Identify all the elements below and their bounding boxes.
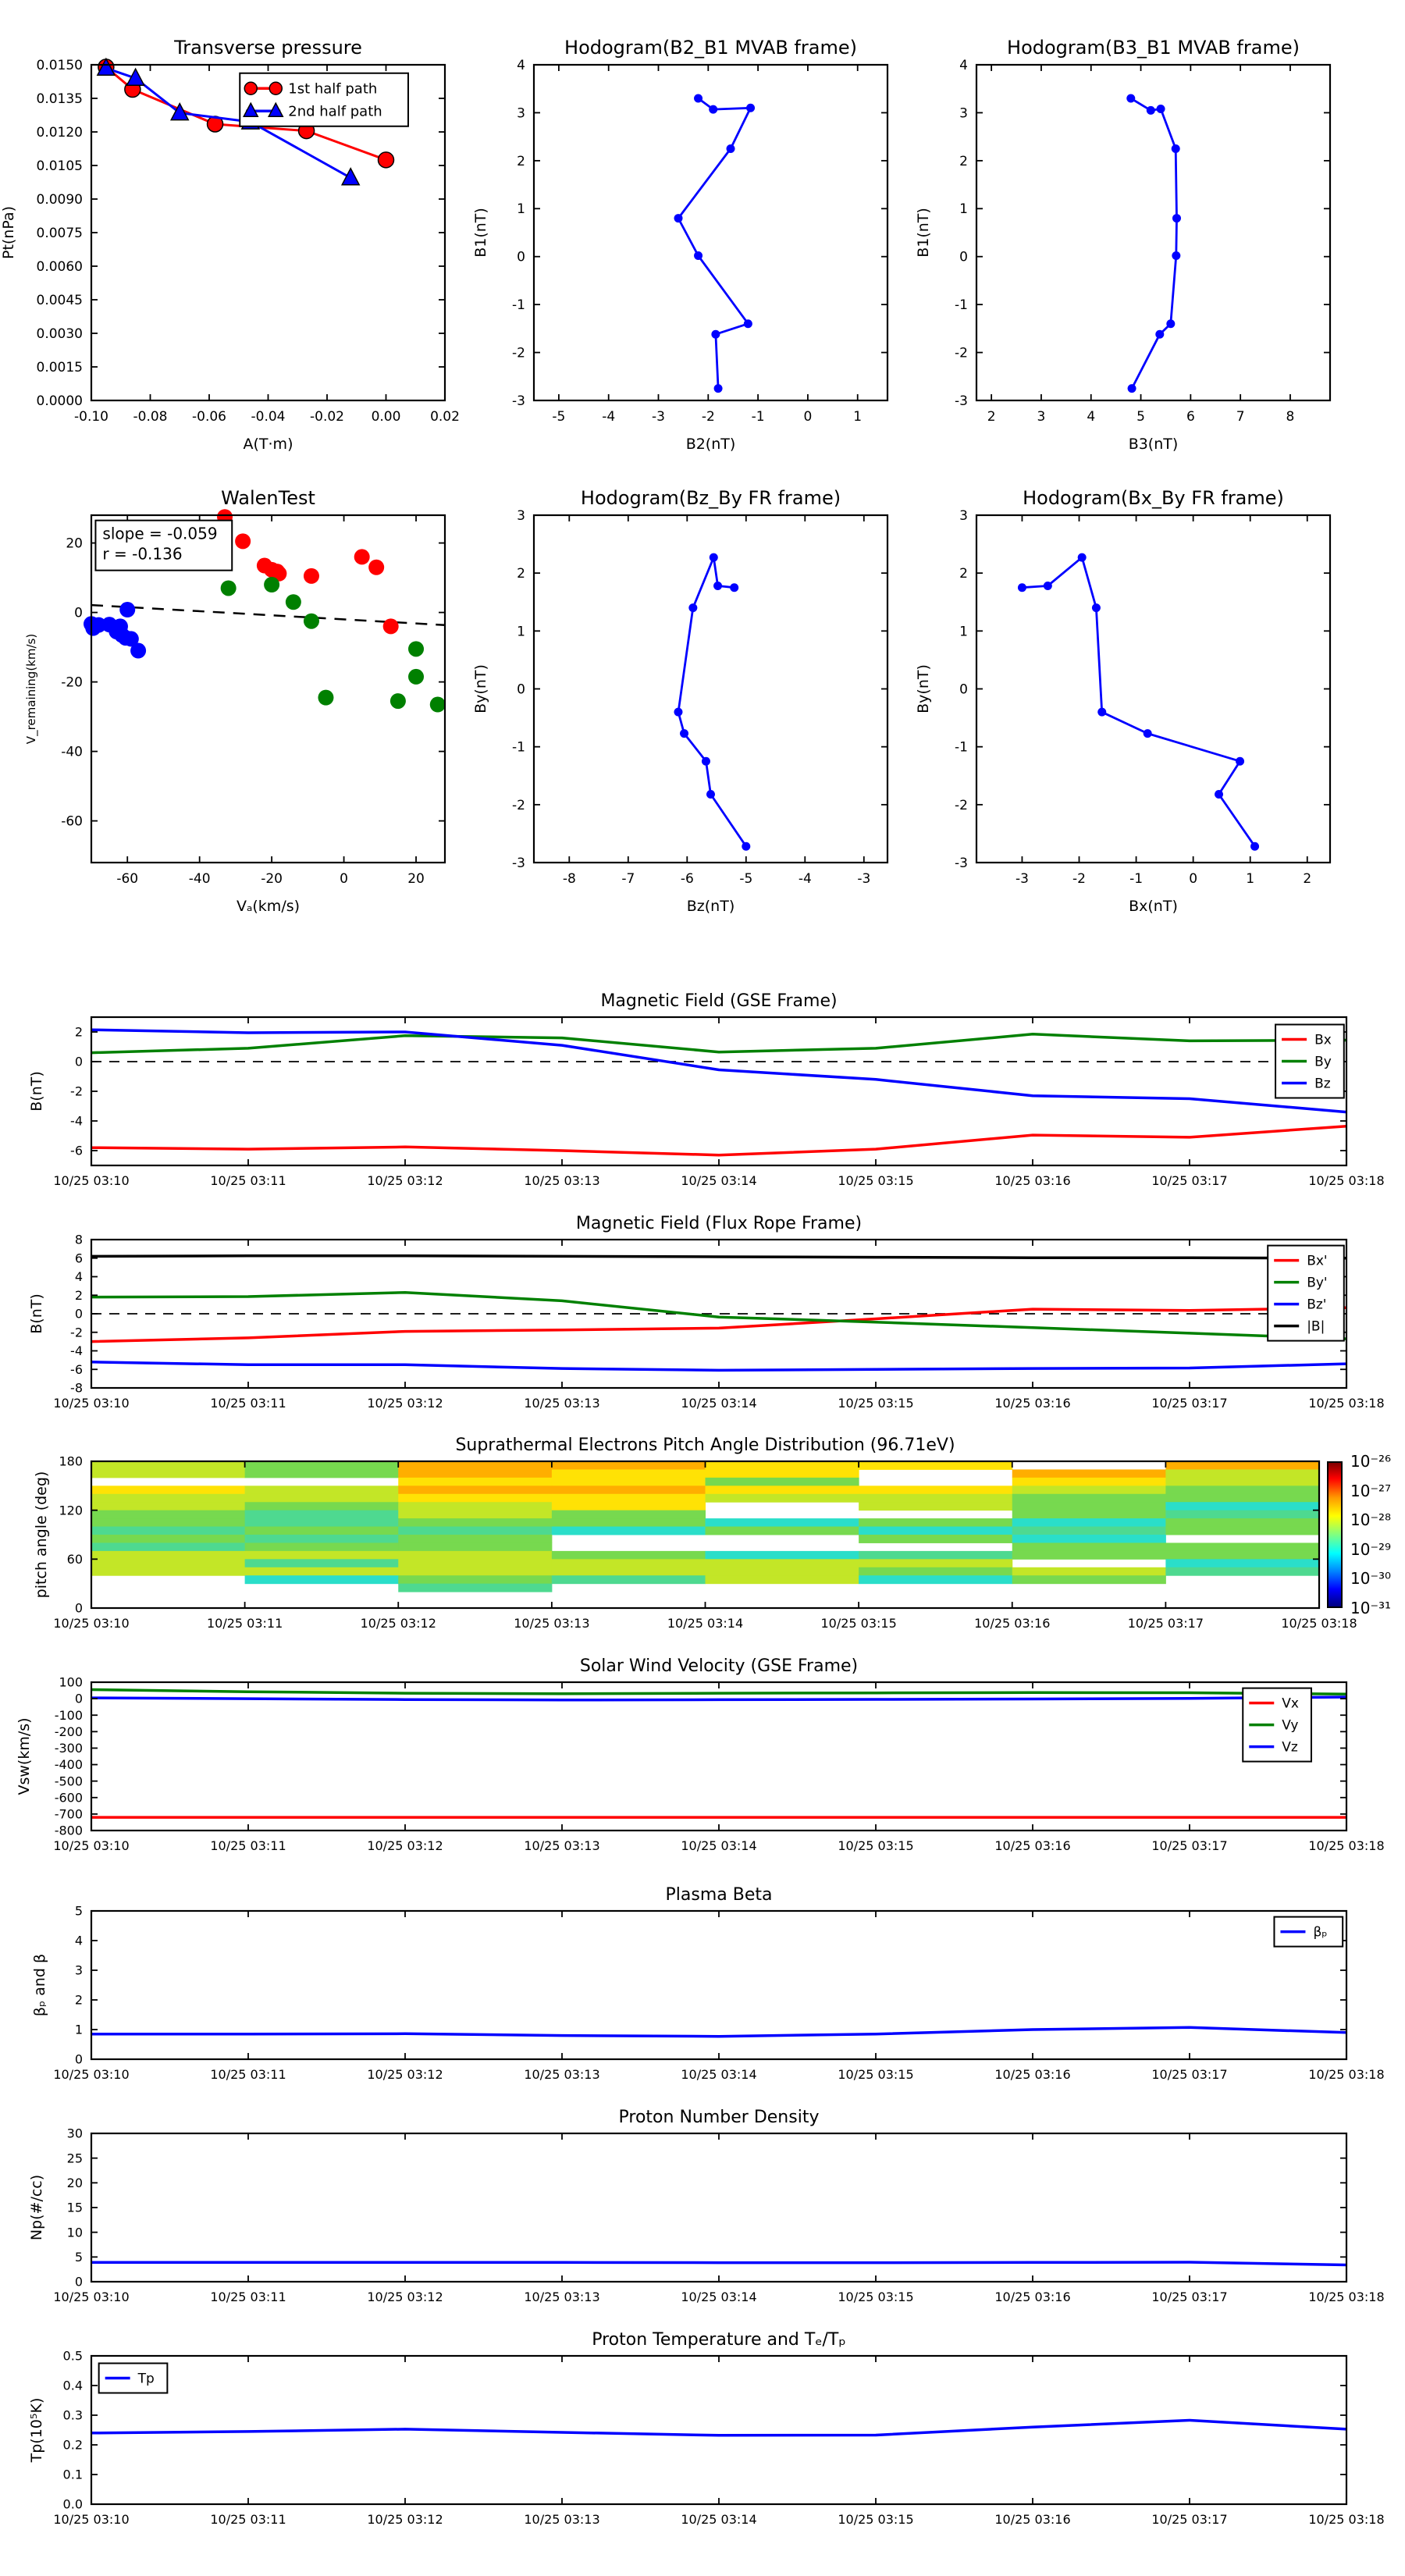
svg-text:0: 0 bbox=[74, 1054, 83, 1069]
svg-text:0.02: 0.02 bbox=[430, 409, 460, 425]
svg-text:-4: -4 bbox=[798, 871, 812, 887]
svg-text:4: 4 bbox=[959, 57, 968, 73]
svg-text:Vsw(km/s): Vsw(km/s) bbox=[16, 1717, 33, 1795]
svg-text:-6: -6 bbox=[70, 1143, 83, 1158]
svg-text:-5: -5 bbox=[552, 409, 566, 425]
panel-plasma-beta bbox=[31, 1885, 1385, 2082]
svg-text:Bx: Bx bbox=[1314, 1032, 1332, 1048]
svg-text:15: 15 bbox=[66, 2200, 83, 2215]
svg-text:B1(nT): B1(nT) bbox=[915, 208, 932, 258]
colorbar-tick-label: 10⁻³¹ bbox=[1350, 1599, 1392, 1617]
svg-text:10/25 03:16: 10/25 03:16 bbox=[994, 1173, 1071, 1188]
svg-text:10/25 03:15: 10/25 03:15 bbox=[838, 2512, 914, 2527]
svg-text:6: 6 bbox=[1186, 409, 1195, 425]
svg-text:A(T·m): A(T·m) bbox=[243, 436, 293, 453]
svg-text:1: 1 bbox=[74, 2022, 83, 2037]
svg-text:4: 4 bbox=[74, 1933, 83, 1948]
svg-text:10/25 03:15: 10/25 03:15 bbox=[838, 1838, 914, 1853]
svg-text:10/25 03:13: 10/25 03:13 bbox=[524, 1173, 600, 1188]
svg-text:10/25 03:10: 10/25 03:10 bbox=[53, 2067, 130, 2082]
svg-text:10/25 03:13: 10/25 03:13 bbox=[524, 1396, 600, 1411]
svg-text:-0.06: -0.06 bbox=[192, 409, 226, 425]
svg-text:B3(nT): B3(nT) bbox=[1128, 436, 1179, 453]
svg-text:-1: -1 bbox=[955, 739, 968, 756]
svg-text:Bx': Bx' bbox=[1307, 1253, 1328, 1269]
svg-text:0: 0 bbox=[803, 409, 813, 425]
svg-text:10/25 03:16: 10/25 03:16 bbox=[994, 1396, 1071, 1411]
svg-text:10/25 03:10: 10/25 03:10 bbox=[53, 2290, 130, 2304]
svg-text:βₚ and β: βₚ and β bbox=[31, 1953, 48, 2017]
svg-text:10/25 03:17: 10/25 03:17 bbox=[1151, 1173, 1228, 1188]
svg-text:-60: -60 bbox=[61, 813, 83, 830]
svg-text:10/25 03:16: 10/25 03:16 bbox=[974, 1616, 1051, 1631]
svg-text:-600: -600 bbox=[54, 1790, 83, 1806]
svg-text:-2: -2 bbox=[955, 345, 968, 361]
svg-text:-3: -3 bbox=[955, 855, 968, 871]
svg-text:10/25 03:16: 10/25 03:16 bbox=[994, 2512, 1071, 2527]
svg-text:0.0060: 0.0060 bbox=[36, 258, 83, 275]
svg-text:0: 0 bbox=[1189, 871, 1198, 887]
colorbar-tick-label: 10⁻²⁷ bbox=[1350, 1481, 1392, 1500]
svg-text:5: 5 bbox=[74, 1903, 83, 1919]
svg-text:180: 180 bbox=[59, 1453, 83, 1469]
svg-text:By: By bbox=[1314, 1054, 1332, 1070]
svg-text:Pt(nPa): Pt(nPa) bbox=[0, 205, 17, 260]
svg-text:25: 25 bbox=[66, 2151, 83, 2166]
svg-text:Proton Number Density: Proton Number Density bbox=[618, 2108, 820, 2127]
svg-text:10/25 03:18: 10/25 03:18 bbox=[1281, 1616, 1357, 1631]
svg-text:10/25 03:18: 10/25 03:18 bbox=[1308, 2290, 1385, 2304]
svg-text:10/25 03:17: 10/25 03:17 bbox=[1151, 1396, 1228, 1411]
svg-text:2: 2 bbox=[959, 566, 968, 582]
svg-text:10/25 03:15: 10/25 03:15 bbox=[838, 1173, 914, 1188]
panel-hodogram-b2-b1 bbox=[472, 37, 887, 453]
svg-text:1: 1 bbox=[517, 201, 525, 218]
svg-text:2: 2 bbox=[1303, 871, 1312, 887]
svg-text:10/25 03:15: 10/25 03:15 bbox=[820, 1616, 897, 1631]
svg-text:By(nT): By(nT) bbox=[472, 664, 489, 713]
svg-text:-60: -60 bbox=[116, 871, 139, 887]
svg-text:10/25 03:14: 10/25 03:14 bbox=[681, 1838, 757, 1853]
svg-text:-200: -200 bbox=[54, 1724, 83, 1739]
svg-text:0.0: 0.0 bbox=[62, 2496, 83, 2512]
svg-text:10/25 03:14: 10/25 03:14 bbox=[681, 2512, 757, 2527]
svg-text:-6: -6 bbox=[680, 871, 694, 887]
svg-text:slope = -0.059: slope = -0.059 bbox=[102, 524, 218, 543]
svg-text:-3: -3 bbox=[652, 409, 665, 425]
svg-text:10/25 03:11: 10/25 03:11 bbox=[210, 2067, 286, 2082]
svg-text:1st half path: 1st half path bbox=[288, 80, 378, 98]
svg-text:Proton Temperature and Tₑ/Tₚ: Proton Temperature and Tₑ/Tₚ bbox=[592, 2330, 846, 2350]
colorbar-gradient bbox=[1327, 1461, 1343, 1608]
svg-text:10/25 03:12: 10/25 03:12 bbox=[367, 1396, 443, 1411]
svg-text:Hodogram(B3_B1 MVAB frame): Hodogram(B3_B1 MVAB frame) bbox=[1007, 37, 1300, 59]
svg-text:10/25 03:12: 10/25 03:12 bbox=[367, 2067, 443, 2082]
svg-text:0.0120: 0.0120 bbox=[36, 124, 83, 141]
svg-text:10/25 03:15: 10/25 03:15 bbox=[838, 2067, 914, 2082]
svg-text:10/25 03:12: 10/25 03:12 bbox=[360, 1616, 436, 1631]
svg-text:0.0000: 0.0000 bbox=[36, 393, 83, 409]
svg-text:0.4: 0.4 bbox=[62, 2378, 83, 2393]
svg-text:0.0150: 0.0150 bbox=[36, 57, 83, 73]
svg-text:-2: -2 bbox=[70, 1083, 83, 1099]
svg-text:10/25 03:13: 10/25 03:13 bbox=[524, 1838, 600, 1853]
svg-text:10/25 03:11: 10/25 03:11 bbox=[210, 2290, 286, 2304]
svg-text:10/25 03:11: 10/25 03:11 bbox=[206, 1616, 283, 1631]
svg-text:0.3: 0.3 bbox=[62, 2407, 83, 2423]
panel-magnetic-field-gse bbox=[28, 991, 1385, 1188]
svg-text:0: 0 bbox=[959, 681, 968, 698]
svg-text:-8: -8 bbox=[562, 871, 576, 887]
svg-text:10/25 03:13: 10/25 03:13 bbox=[514, 1616, 590, 1631]
svg-text:-3: -3 bbox=[512, 393, 525, 409]
svg-text:60: 60 bbox=[66, 1551, 83, 1567]
colorbar-tick-label: 10⁻³⁰ bbox=[1350, 1569, 1392, 1589]
svg-text:10/25 03:15: 10/25 03:15 bbox=[838, 2290, 914, 2304]
svg-text:10/25 03:11: 10/25 03:11 bbox=[210, 1173, 286, 1188]
svg-text:-2: -2 bbox=[512, 345, 525, 361]
svg-text:5: 5 bbox=[1136, 409, 1145, 425]
svg-text:2: 2 bbox=[74, 1992, 83, 2008]
svg-text:-2: -2 bbox=[70, 1325, 83, 1340]
svg-text:3: 3 bbox=[959, 105, 968, 122]
svg-text:-20: -20 bbox=[61, 674, 83, 691]
svg-text:20: 20 bbox=[407, 871, 425, 887]
svg-text:10/25 03:13: 10/25 03:13 bbox=[524, 2290, 600, 2304]
svg-text:Magnetic Field (GSE Frame): Magnetic Field (GSE Frame) bbox=[600, 991, 838, 1011]
svg-text:-40: -40 bbox=[61, 744, 83, 760]
svg-text:-1: -1 bbox=[1129, 871, 1144, 887]
svg-text:10/25 03:17: 10/25 03:17 bbox=[1151, 2290, 1228, 2304]
svg-text:10/25 03:15: 10/25 03:15 bbox=[838, 1396, 914, 1411]
svg-text:0: 0 bbox=[74, 1691, 83, 1706]
svg-text:10/25 03:10: 10/25 03:10 bbox=[53, 1173, 130, 1188]
svg-text:Vy: Vy bbox=[1282, 1717, 1299, 1734]
svg-text:7: 7 bbox=[1236, 409, 1245, 425]
svg-text:-0.02: -0.02 bbox=[310, 409, 344, 425]
svg-text:0: 0 bbox=[517, 249, 525, 265]
panel-solar-wind-velocity bbox=[16, 1656, 1385, 1853]
svg-text:Magnetic Field (Flux Rope Fram: Magnetic Field (Flux Rope Frame) bbox=[575, 1214, 863, 1233]
panel-proton-temperature bbox=[28, 2330, 1385, 2527]
colorbar-tick-label: 10⁻²⁶ bbox=[1350, 1452, 1392, 1471]
svg-text:-3: -3 bbox=[1015, 871, 1029, 887]
svg-text:10: 10 bbox=[66, 2225, 83, 2240]
svg-text:0.5: 0.5 bbox=[62, 2348, 83, 2364]
svg-text:-100: -100 bbox=[54, 1707, 83, 1723]
svg-text:0: 0 bbox=[74, 2274, 83, 2290]
svg-text:10/25 03:11: 10/25 03:11 bbox=[210, 1838, 286, 1853]
svg-text:-300: -300 bbox=[54, 1741, 83, 1756]
svg-text:10/25 03:12: 10/25 03:12 bbox=[367, 2512, 443, 2527]
svg-text:-3: -3 bbox=[955, 393, 968, 409]
svg-text:Plasma Beta: Plasma Beta bbox=[665, 1885, 773, 1905]
svg-text:0.2: 0.2 bbox=[62, 2437, 83, 2453]
svg-text:0: 0 bbox=[74, 605, 83, 621]
svg-text:0: 0 bbox=[517, 681, 525, 698]
svg-text:10/25 03:18: 10/25 03:18 bbox=[1308, 1838, 1385, 1853]
svg-text:By(nT): By(nT) bbox=[915, 664, 932, 713]
svg-text:120: 120 bbox=[59, 1503, 83, 1518]
svg-text:B1(nT): B1(nT) bbox=[472, 208, 489, 258]
svg-text:10/25 03:12: 10/25 03:12 bbox=[367, 2290, 443, 2304]
svg-text:-0.04: -0.04 bbox=[251, 409, 286, 425]
svg-text:-5: -5 bbox=[739, 871, 753, 887]
svg-text:10/25 03:14: 10/25 03:14 bbox=[681, 1396, 757, 1411]
svg-text:0: 0 bbox=[74, 1600, 83, 1616]
svg-text:0: 0 bbox=[340, 871, 348, 887]
svg-text:-4: -4 bbox=[602, 409, 616, 425]
svg-text:1: 1 bbox=[1246, 871, 1255, 887]
svg-text:-700: -700 bbox=[54, 1806, 83, 1822]
svg-text:Vₐ(km/s): Vₐ(km/s) bbox=[236, 898, 301, 915]
svg-text:Tp: Tp bbox=[137, 2371, 155, 2387]
svg-text:Hodogram(Bz_By FR frame): Hodogram(Bz_By FR frame) bbox=[580, 487, 841, 509]
svg-text:Tp(10⁵K): Tp(10⁵K) bbox=[28, 2397, 45, 2463]
svg-text:B2(nT): B2(nT) bbox=[685, 436, 736, 453]
svg-text:-40: -40 bbox=[188, 871, 211, 887]
svg-text:2nd half path: 2nd half path bbox=[288, 103, 382, 120]
svg-text:0.0045: 0.0045 bbox=[36, 292, 83, 308]
svg-text:10/25 03:12: 10/25 03:12 bbox=[367, 1173, 443, 1188]
svg-text:10/25 03:17: 10/25 03:17 bbox=[1151, 1838, 1228, 1853]
svg-text:10/25 03:17: 10/25 03:17 bbox=[1151, 2512, 1228, 2527]
panel-transverse-pressure bbox=[0, 37, 460, 453]
svg-text:0.0015: 0.0015 bbox=[36, 359, 83, 375]
svg-text:20: 20 bbox=[66, 2175, 83, 2190]
svg-text:10/25 03:13: 10/25 03:13 bbox=[524, 2512, 600, 2527]
svg-text:0.0105: 0.0105 bbox=[36, 158, 83, 174]
svg-text:Bx(nT): Bx(nT) bbox=[1129, 898, 1178, 915]
svg-text:10/25 03:12: 10/25 03:12 bbox=[367, 1838, 443, 1853]
svg-text:Hodogram(Bx_By FR frame): Hodogram(Bx_By FR frame) bbox=[1023, 487, 1284, 509]
svg-text:0.0075: 0.0075 bbox=[36, 225, 83, 241]
svg-text:2: 2 bbox=[74, 1024, 83, 1040]
svg-text:10/25 03:10: 10/25 03:10 bbox=[53, 2512, 130, 2527]
svg-text:10/25 03:10: 10/25 03:10 bbox=[53, 1838, 130, 1853]
svg-text:B(nT): B(nT) bbox=[28, 1071, 45, 1112]
svg-text:10/25 03:18: 10/25 03:18 bbox=[1308, 2067, 1385, 2082]
svg-text:Hodogram(B2_B1 MVAB frame): Hodogram(B2_B1 MVAB frame) bbox=[564, 37, 857, 59]
svg-text:10/25 03:17: 10/25 03:17 bbox=[1127, 1616, 1204, 1631]
svg-text:2: 2 bbox=[987, 409, 996, 425]
svg-text:0: 0 bbox=[74, 2051, 83, 2067]
svg-text:1: 1 bbox=[853, 409, 863, 425]
svg-text:2: 2 bbox=[959, 153, 968, 169]
panel-walen-test bbox=[24, 487, 445, 915]
svg-text:Transverse pressure: Transverse pressure bbox=[174, 37, 362, 59]
svg-text:-2: -2 bbox=[512, 797, 525, 813]
svg-text:Solar Wind Velocity (GSE Frame: Solar Wind Velocity (GSE Frame) bbox=[579, 1656, 859, 1676]
svg-text:-1: -1 bbox=[512, 297, 525, 314]
svg-text:-1: -1 bbox=[955, 297, 968, 314]
svg-text:8: 8 bbox=[1286, 409, 1295, 425]
svg-text:-6: -6 bbox=[70, 1361, 83, 1377]
svg-text:3: 3 bbox=[74, 1962, 83, 1978]
svg-text:-1: -1 bbox=[751, 409, 765, 425]
svg-text:2: 2 bbox=[74, 1287, 83, 1303]
svg-text:10/25 03:18: 10/25 03:18 bbox=[1308, 2512, 1385, 2527]
svg-text:0.1: 0.1 bbox=[62, 2467, 83, 2482]
svg-text:By': By' bbox=[1307, 1275, 1328, 1291]
svg-text:V_remaining(km/s): V_remaining(km/s) bbox=[24, 633, 38, 745]
svg-text:-800: -800 bbox=[54, 1823, 83, 1838]
svg-text:10/25 03:18: 10/25 03:18 bbox=[1308, 1396, 1385, 1411]
svg-text:2: 2 bbox=[517, 566, 525, 582]
svg-text:-2: -2 bbox=[1072, 871, 1086, 887]
svg-text:1: 1 bbox=[959, 201, 968, 218]
svg-text:pitch angle (deg): pitch angle (deg) bbox=[33, 1471, 50, 1599]
svg-text:-3: -3 bbox=[512, 855, 525, 871]
svg-text:8: 8 bbox=[74, 1232, 83, 1247]
svg-text:1: 1 bbox=[517, 624, 525, 640]
svg-text:10/25 03:14: 10/25 03:14 bbox=[681, 2290, 757, 2304]
svg-text:10/25 03:16: 10/25 03:16 bbox=[994, 2290, 1071, 2304]
svg-text:Bz': Bz' bbox=[1307, 1297, 1327, 1313]
svg-text:WalenTest: WalenTest bbox=[221, 487, 315, 509]
svg-text:βₚ: βₚ bbox=[1313, 1924, 1328, 1941]
svg-text:3: 3 bbox=[959, 507, 968, 524]
panel-hodogram-b3-b1 bbox=[915, 37, 1330, 453]
svg-text:3: 3 bbox=[517, 507, 525, 524]
svg-text:-500: -500 bbox=[54, 1774, 83, 1789]
svg-text:-0.08: -0.08 bbox=[133, 409, 168, 425]
svg-text:10/25 03:14: 10/25 03:14 bbox=[681, 1173, 757, 1188]
panel-hodogram-bz-by bbox=[472, 487, 887, 915]
svg-text:Vz: Vz bbox=[1282, 1739, 1298, 1756]
svg-text:-4: -4 bbox=[70, 1113, 83, 1129]
svg-text:10/25 03:14: 10/25 03:14 bbox=[667, 1616, 744, 1631]
panel-pitch-angle-distribution bbox=[33, 1436, 1357, 1631]
svg-text:-0.10: -0.10 bbox=[74, 409, 108, 425]
svg-text:-3: -3 bbox=[857, 871, 871, 887]
svg-text:Suprathermal Electrons Pitch A: Suprathermal Electrons Pitch Angle Distribution (96.71eV) bbox=[455, 1436, 955, 1455]
svg-text:10/25 03:10: 10/25 03:10 bbox=[53, 1616, 130, 1631]
svg-text:4: 4 bbox=[1087, 409, 1096, 425]
svg-text:0.0135: 0.0135 bbox=[36, 91, 83, 107]
svg-text:1: 1 bbox=[959, 624, 968, 640]
svg-text:Vx: Vx bbox=[1282, 1695, 1299, 1712]
svg-text:10/25 03:16: 10/25 03:16 bbox=[994, 1838, 1071, 1853]
svg-text:|B|: |B| bbox=[1307, 1318, 1325, 1335]
svg-text:4: 4 bbox=[517, 57, 525, 73]
svg-text:4: 4 bbox=[74, 1269, 83, 1285]
colorbar-tick-label: 10⁻²⁹ bbox=[1350, 1539, 1392, 1559]
svg-text:-4: -4 bbox=[70, 1343, 83, 1359]
colorbar bbox=[1327, 1452, 1392, 1617]
svg-text:100: 100 bbox=[59, 1674, 83, 1690]
svg-text:-8: -8 bbox=[70, 1380, 83, 1396]
svg-text:6: 6 bbox=[74, 1251, 83, 1266]
svg-text:10/25 03:11: 10/25 03:11 bbox=[210, 2512, 286, 2527]
svg-text:Bz(nT): Bz(nT) bbox=[686, 898, 735, 915]
svg-text:2: 2 bbox=[517, 153, 525, 169]
svg-text:10/25 03:14: 10/25 03:14 bbox=[681, 2067, 757, 2082]
svg-text:0.00: 0.00 bbox=[371, 409, 401, 425]
svg-text:-2: -2 bbox=[955, 797, 968, 813]
svg-text:0.0090: 0.0090 bbox=[36, 191, 83, 208]
svg-text:10/25 03:10: 10/25 03:10 bbox=[53, 1396, 130, 1411]
panel-magnetic-field-flux-rope bbox=[28, 1214, 1385, 1411]
svg-text:0: 0 bbox=[959, 249, 968, 265]
svg-text:10/25 03:16: 10/25 03:16 bbox=[994, 2067, 1071, 2082]
svg-text:10/25 03:17: 10/25 03:17 bbox=[1151, 2067, 1228, 2082]
panel-hodogram-bx-by bbox=[915, 487, 1330, 915]
panel-proton-number-density bbox=[28, 2108, 1385, 2304]
svg-text:-7: -7 bbox=[621, 871, 635, 887]
svg-text:Np(#/cc): Np(#/cc) bbox=[28, 2174, 45, 2241]
svg-text:-1: -1 bbox=[512, 739, 525, 756]
svg-text:10/25 03:11: 10/25 03:11 bbox=[210, 1396, 286, 1411]
svg-text:10/25 03:18: 10/25 03:18 bbox=[1308, 1173, 1385, 1188]
svg-text:0.0030: 0.0030 bbox=[36, 326, 83, 342]
svg-text:3: 3 bbox=[1037, 409, 1046, 425]
svg-text:r = -0.136: r = -0.136 bbox=[102, 544, 183, 564]
svg-text:10/25 03:13: 10/25 03:13 bbox=[524, 2067, 600, 2082]
svg-text:Bz: Bz bbox=[1314, 1076, 1331, 1092]
svg-text:3: 3 bbox=[517, 105, 525, 122]
svg-text:30: 30 bbox=[66, 2126, 83, 2141]
svg-text:B(nT): B(nT) bbox=[28, 1293, 45, 1334]
svg-text:-20: -20 bbox=[261, 871, 283, 887]
colorbar-tick-label: 10⁻²⁸ bbox=[1350, 1510, 1392, 1530]
svg-text:20: 20 bbox=[66, 535, 83, 552]
svg-text:0: 0 bbox=[74, 1306, 83, 1322]
svg-text:-2: -2 bbox=[701, 409, 715, 425]
svg-text:-400: -400 bbox=[54, 1757, 83, 1773]
svg-text:5: 5 bbox=[74, 2249, 83, 2265]
